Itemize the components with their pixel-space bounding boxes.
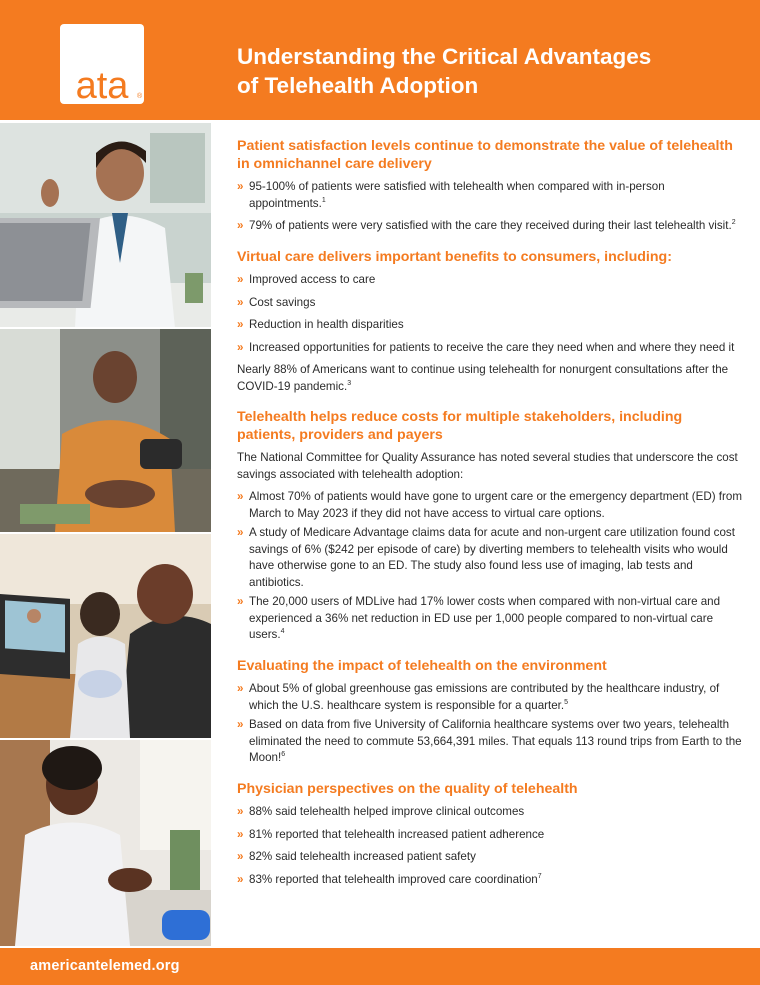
section-title: Physician perspectives on the quality of telehealth (237, 780, 578, 797)
footer-banner (0, 948, 760, 985)
list-item: » Based on data from five University of California healthcare systems over two years, telehealth eliminated the need to commute 53,664,391 miles. That equals 113 round trips from Earth to the Moon!$^6$ (237, 717, 742, 767)
logo-text: ata (75, 65, 129, 104)
footnote-ref: 3 (347, 379, 352, 387)
section-cost-reduction (237, 409, 742, 644)
photo-woman-blood-pressure (0, 740, 211, 946)
svg-text:®: ® (137, 93, 143, 100)
paragraph: Nearly 88% of Americans want to continue using telehealth for nonurgent consultations after the COVID-19 pandemic.$^3$ (237, 363, 729, 393)
list-item: » 81% reported that telehealth increased patient adherence (237, 827, 742, 844)
footnote-ref: 2 (731, 219, 736, 227)
list-item: » Increased opportunities for patients to receive the care they need when and where they need it (237, 340, 742, 357)
footnote-ref: 6 (281, 751, 286, 759)
list-item: » 83% reported that telehealth improved care coordination$^7$ (237, 872, 742, 889)
list-item: » A study of Medicare Advantage claims data for acute and non-urgent care utilization found cost savings of 6% ($242 per episode of care) by diverting members to telehealth visits who would have otherwise gone to an ED. The study also found less use of imaging, lab tests and antibiotics. (237, 525, 742, 591)
list-item: » 88% said telehealth helped improve clinical outcomes (237, 804, 742, 821)
list-item: » 79% of patients were very satisfied with the care they received during their last telehealth visit.$^2$ (237, 218, 742, 235)
list-item: » The 20,000 users of MDLive had 17% lower costs when compared with non-virtual care and experienced a 36% net reduction in ED use per 1,000 people compared to non-virtual care users.$^4$ (237, 594, 742, 644)
section-title: Virtual care delivers important benefits to consumers, including: (237, 248, 672, 265)
section-title: Evaluating the impact of telehealth on the environment (237, 657, 607, 674)
footnote-ref: 4 (280, 628, 285, 636)
list-item: » Cost savings (237, 295, 742, 312)
title-line-2: of Telehealth Adoption (237, 73, 479, 98)
list-item: » Reduction in health disparities (237, 317, 742, 334)
photo-mother-baby-laptop (0, 534, 211, 738)
section-title: Telehealth helps reduce costs for multiple stakeholders, including patients, providers and payers (237, 409, 683, 443)
page-title (237, 42, 737, 100)
section-title: Patient satisfaction levels continue to demonstrate the value of telehealth in omnichannel care delivery (237, 138, 733, 172)
section-consumer-benefits (237, 249, 742, 396)
section-environment (237, 658, 742, 767)
footnote-ref: 5 (564, 698, 569, 706)
header-banner (0, 0, 760, 120)
list-item: » Improved access to care (237, 272, 742, 289)
photo-man-blood-pressure (0, 329, 211, 532)
list-item: » Almost 70% of patients would have gone to urgent care or the emergency department (ED) from March to May 2023 if they did not have access to virtual care options. (237, 489, 742, 522)
website-link[interactable]: americantelemed.org (30, 958, 180, 974)
photo-doctor-laptop (0, 123, 211, 327)
footnote-ref: 7 (537, 872, 542, 880)
list-item: » About 5% of global greenhouse gas emissions are contributed by the healthcare industry, of which the U.S. healthcare system is responsible for a quarter.$^5$ (237, 681, 742, 714)
list-item: » 95-100% of patients were satisfied with telehealth when compared with in-person appointments.$^1$ (237, 179, 742, 212)
list-item: » 82% said telehealth increased patient safety (237, 849, 742, 866)
paragraph: The National Committee for Quality Assurance has noted several studies that underscore the cost savings associated with telehealth adoption: (237, 451, 738, 481)
photo-column (0, 120, 212, 946)
section-patient-satisfaction (237, 138, 742, 235)
footnote-ref: 1 (321, 196, 326, 204)
section-physician-perspectives (237, 781, 742, 889)
ata-logo (60, 24, 144, 104)
title-line-1: Understanding the Critical Advantages (237, 44, 652, 69)
main-content (237, 138, 742, 902)
